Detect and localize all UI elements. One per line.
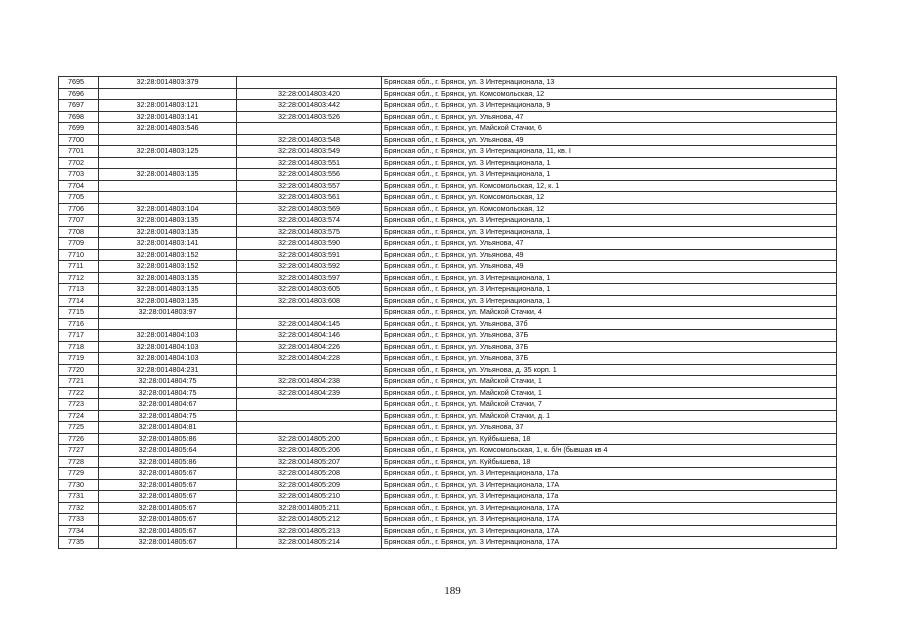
row-number-cell: 7699 [59, 123, 99, 135]
cadastral-number-cell: 32:28:0014804:145 [237, 318, 382, 330]
cadastral-number-cell [237, 364, 382, 376]
parent-cadastral-cell: 32:28:0014804:67 [99, 399, 237, 411]
cadastral-number-cell: 32:28:0014805:200 [237, 433, 382, 445]
table-row [59, 387, 837, 399]
cadastral-number-cell: 32:28:0014803:549 [237, 146, 382, 158]
address-cell: Брянская обл., г. Брянск, ул. Ульянова, 49 [382, 134, 837, 146]
address-cell: Брянская обл., г. Брянск, ул. 3 Интернационала, 1 [382, 295, 837, 307]
row-number-cell: 7697 [59, 100, 99, 112]
table-row [59, 399, 837, 411]
cadastral-number-cell: 32:28:0014803:551 [237, 157, 382, 169]
row-number-cell: 7720 [59, 364, 99, 376]
row-number-cell: 7728 [59, 456, 99, 468]
parent-cadastral-cell: 32:28:0014803:141 [99, 238, 237, 250]
row-number-cell: 7703 [59, 169, 99, 181]
parent-cadastral-cell: 32:28:0014804:103 [99, 341, 237, 353]
address-cell: Брянская обл., г. Брянск, ул. 3 Интернационала, 17А [382, 502, 837, 514]
table-row [59, 537, 837, 549]
table-row [59, 514, 837, 526]
parent-cadastral-cell: 32:28:0014804:103 [99, 330, 237, 342]
address-cell: Брянская обл., г. Брянск, ул. Майской Стачки, 7 [382, 399, 837, 411]
address-cell: Брянская обл., г. Брянск, ул. Майской Стачки, 1 [382, 387, 837, 399]
row-number-cell: 7695 [59, 77, 99, 89]
address-cell: Брянская обл., г. Брянск, ул. 3 Интернационала, 17А [382, 537, 837, 549]
table-row [59, 249, 837, 261]
parent-cadastral-cell: 32:28:0014804:75 [99, 376, 237, 388]
table-row [59, 157, 837, 169]
table-row [59, 203, 837, 215]
row-number-cell: 7707 [59, 215, 99, 227]
table-row [59, 192, 837, 204]
table-row [59, 226, 837, 238]
row-number-cell: 7729 [59, 468, 99, 480]
address-cell: Брянская обл., г. Брянск, ул. Ульянова, д. 35 корп. 1 [382, 364, 837, 376]
parent-cadastral-cell: 32:28:0014803:135 [99, 284, 237, 296]
parent-cadastral-cell [99, 88, 237, 100]
address-cell: Брянская обл., г. Брянск, ул. 3 Интернационала, 17а [382, 468, 837, 480]
table-row [59, 284, 837, 296]
address-cell: Брянская обл., г. Брянск, ул. 3 Интернационала, 17А [382, 479, 837, 491]
cadastral-number-cell: 32:28:0014803:597 [237, 272, 382, 284]
parent-cadastral-cell: 32:28:0014804:103 [99, 353, 237, 365]
cadastral-number-cell: 32:28:0014805:208 [237, 468, 382, 480]
cadastral-number-cell: 32:28:0014805:210 [237, 491, 382, 503]
address-cell: Брянская обл., г. Брянск, ул. Ульянова, 49 [382, 249, 837, 261]
address-cell: Брянская обл., г. Брянск, ул. Ульянова, 37Б [382, 353, 837, 365]
row-number-cell: 7698 [59, 111, 99, 123]
cadastral-number-cell: 32:28:0014804:239 [237, 387, 382, 399]
table-row [59, 491, 837, 503]
cadastral-number-cell: 32:28:0014803:591 [237, 249, 382, 261]
cadastral-number-cell: 32:28:0014803:592 [237, 261, 382, 273]
table-row [59, 272, 837, 284]
cadastral-number-cell: 32:28:0014803:442 [237, 100, 382, 112]
row-number-cell: 7710 [59, 249, 99, 261]
cadastral-number-cell: 32:28:0014803:548 [237, 134, 382, 146]
parent-cadastral-cell: 32:28:0014804:231 [99, 364, 237, 376]
cadastral-number-cell: 32:28:0014803:605 [237, 284, 382, 296]
parent-cadastral-cell: 32:28:0014803:104 [99, 203, 237, 215]
parent-cadastral-cell: 32:28:0014803:121 [99, 100, 237, 112]
row-number-cell: 7724 [59, 410, 99, 422]
row-number-cell: 7719 [59, 353, 99, 365]
table-row [59, 410, 837, 422]
parent-cadastral-cell: 32:28:0014805:67 [99, 525, 237, 537]
cadastral-number-cell: 32:28:0014803:557 [237, 180, 382, 192]
address-cell: Брянская обл., г. Брянск, ул. 3 Интернационала, 1 [382, 157, 837, 169]
address-cell: Брянская обл., г. Брянск, ул. Ульянова, 49 [382, 261, 837, 273]
parent-cadastral-cell: 32:28:0014803:135 [99, 226, 237, 238]
row-number-cell: 7721 [59, 376, 99, 388]
parent-cadastral-cell: 32:28:0014804:81 [99, 422, 237, 434]
parent-cadastral-cell [99, 157, 237, 169]
table-row [59, 180, 837, 192]
table-row [59, 318, 837, 330]
parent-cadastral-cell [99, 192, 237, 204]
row-number-cell: 7723 [59, 399, 99, 411]
address-cell: Брянская обл., г. Брянск, ул. 3 Интернационала, 1 [382, 215, 837, 227]
parent-cadastral-cell: 32:28:0014805:67 [99, 468, 237, 480]
table-row [59, 364, 837, 376]
row-number-cell: 7702 [59, 157, 99, 169]
cadastral-number-cell: 32:28:0014803:526 [237, 111, 382, 123]
address-cell: Брянская обл., г. Брянск, ул. Комсомольская, 12 [382, 88, 837, 100]
parent-cadastral-cell: 32:28:0014803:135 [99, 272, 237, 284]
cadastral-number-cell: 32:28:0014803:569 [237, 203, 382, 215]
address-cell: Брянская обл., г. Брянск, ул. 3 Интернационала, 17А [382, 525, 837, 537]
parent-cadastral-cell: 32:28:0014805:67 [99, 537, 237, 549]
address-cell: Брянская обл., г. Брянск, ул. Ульянова, 37Б [382, 341, 837, 353]
row-number-cell: 7700 [59, 134, 99, 146]
table-row [59, 261, 837, 273]
parent-cadastral-cell: 32:28:0014803:135 [99, 215, 237, 227]
table-row [59, 502, 837, 514]
parent-cadastral-cell: 32:28:0014803:152 [99, 261, 237, 273]
cadastral-number-cell: 32:28:0014804:226 [237, 341, 382, 353]
parent-cadastral-cell: 32:28:0014803:135 [99, 295, 237, 307]
address-cell: Брянская обл., г. Брянск, ул. 3 Интернационала, 1 [382, 284, 837, 296]
table-row [59, 468, 837, 480]
address-cell: Брянская обл., г. Брянск, ул. Ульянова, 47 [382, 238, 837, 250]
cadastral-number-cell: 32:28:0014805:206 [237, 445, 382, 457]
parent-cadastral-cell: 32:28:0014805:67 [99, 491, 237, 503]
table-row [59, 88, 837, 100]
cadastral-number-cell [237, 307, 382, 319]
cadastral-number-cell: 32:28:0014803:556 [237, 169, 382, 181]
cadastral-number-cell: 32:28:0014804:238 [237, 376, 382, 388]
address-cell: Брянская обл., г. Брянск, ул. 3 Интернационала, 1 [382, 226, 837, 238]
address-cell: Брянская обл., г. Брянск, ул. 3 Интернационала, 9 [382, 100, 837, 112]
parent-cadastral-cell [99, 318, 237, 330]
address-cell: Брянская обл., г. Брянск, ул. Ульянова, 37б [382, 318, 837, 330]
row-number-cell: 7705 [59, 192, 99, 204]
table-row [59, 445, 837, 457]
address-cell: Брянская обл., г. Брянск, ул. 3 Интернационала, 1 [382, 169, 837, 181]
table-row [59, 295, 837, 307]
row-number-cell: 7711 [59, 261, 99, 273]
row-number-cell: 7731 [59, 491, 99, 503]
address-cell: Брянская обл., г. Брянск, ул. 3 Интернационала, 17А [382, 514, 837, 526]
row-number-cell: 7726 [59, 433, 99, 445]
parent-cadastral-cell: 32:28:0014805:67 [99, 502, 237, 514]
cadastral-number-cell: 32:28:0014804:228 [237, 353, 382, 365]
cadastral-number-cell [237, 123, 382, 135]
cadastral-number-cell: 32:28:0014805:209 [237, 479, 382, 491]
cadastral-number-cell: 32:28:0014803:608 [237, 295, 382, 307]
row-number-cell: 7727 [59, 445, 99, 457]
row-number-cell: 7717 [59, 330, 99, 342]
cadastral-number-cell: 32:28:0014805:207 [237, 456, 382, 468]
parent-cadastral-cell: 32:28:0014803:125 [99, 146, 237, 158]
address-cell: Брянская обл., г. Брянск, ул. 3 Интернационала, 17а [382, 491, 837, 503]
address-cell: Брянская обл., г. Брянск, ул. Майской Стачки, 4 [382, 307, 837, 319]
table-row [59, 146, 837, 158]
parent-cadastral-cell [99, 134, 237, 146]
address-cell: Брянская обл., г. Брянск, ул. 3 Интернационала, 1 [382, 272, 837, 284]
row-number-cell: 7708 [59, 226, 99, 238]
row-number-cell: 7716 [59, 318, 99, 330]
address-cell: Брянская обл., г. Брянск, ул. 3 Интернационала, 13 [382, 77, 837, 89]
address-cell: Брянская обл., г. Брянск, ул. Куйбышева, 18 [382, 433, 837, 445]
table-body [59, 77, 837, 549]
cadastral-number-cell: 32:28:0014803:590 [237, 238, 382, 250]
table-row [59, 134, 837, 146]
address-cell: Брянская обл., г. Брянск, ул. Комсомольская, 12 [382, 192, 837, 204]
page-number: 189 [444, 585, 461, 597]
cadastral-number-cell: 32:28:0014805:212 [237, 514, 382, 526]
parent-cadastral-cell: 32:28:0014804:75 [99, 410, 237, 422]
table-row [59, 525, 837, 537]
table-row [59, 422, 837, 434]
row-number-cell: 7725 [59, 422, 99, 434]
table-row [59, 307, 837, 319]
cadastral-number-cell: 32:28:0014803:420 [237, 88, 382, 100]
table-row [59, 77, 837, 89]
table-row [59, 100, 837, 112]
table-row [59, 479, 837, 491]
address-cell: Брянская обл., г. Брянск, ул. 3 Интернационала, 11, кв. I [382, 146, 837, 158]
cadastral-number-cell: 32:28:0014805:213 [237, 525, 382, 537]
parent-cadastral-cell: 32:28:0014803:97 [99, 307, 237, 319]
parent-cadastral-cell: 32:28:0014805:67 [99, 479, 237, 491]
cadastral-number-cell: 32:28:0014803:561 [237, 192, 382, 204]
row-number-cell: 7715 [59, 307, 99, 319]
table-row [59, 353, 837, 365]
parent-cadastral-cell: 32:28:0014804:75 [99, 387, 237, 399]
address-cell: Брянская обл., г. Брянск, ул. Комсомольская, 1, к. б/н (бывшая кв 4 [382, 445, 837, 457]
address-cell: Брянская обл., г. Брянск, ул. Куйбышева, 18 [382, 456, 837, 468]
row-number-cell: 7735 [59, 537, 99, 549]
parent-cadastral-cell: 32:28:0014803:546 [99, 123, 237, 135]
address-cell: Брянская обл., г. Брянск, ул. Ульянова, 37 [382, 422, 837, 434]
cadastral-number-cell [237, 422, 382, 434]
row-number-cell: 7733 [59, 514, 99, 526]
parent-cadastral-cell: 32:28:0014803:379 [99, 77, 237, 89]
row-number-cell: 7732 [59, 502, 99, 514]
address-cell: Брянская обл., г. Брянск, ул. Майской Стачки, 6 [382, 123, 837, 135]
cadastral-number-cell: 32:28:0014803:574 [237, 215, 382, 227]
row-number-cell: 7714 [59, 295, 99, 307]
row-number-cell: 7709 [59, 238, 99, 250]
parent-cadastral-cell: 32:28:0014805:64 [99, 445, 237, 457]
address-cell: Брянская обл., г. Брянск, ул. Комсомольская, 12 [382, 203, 837, 215]
table-row [59, 456, 837, 468]
row-number-cell: 7704 [59, 180, 99, 192]
table-row [59, 330, 837, 342]
table-row [59, 433, 837, 445]
row-number-cell: 7712 [59, 272, 99, 284]
cadastral-number-cell: 32:28:0014804:146 [237, 330, 382, 342]
cadastral-number-cell: 32:28:0014805:211 [237, 502, 382, 514]
row-number-cell: 7696 [59, 88, 99, 100]
parent-cadastral-cell: 32:28:0014805:67 [99, 514, 237, 526]
parent-cadastral-cell: 32:28:0014805:86 [99, 456, 237, 468]
row-number-cell: 7734 [59, 525, 99, 537]
parent-cadastral-cell: 32:28:0014803:141 [99, 111, 237, 123]
table-row [59, 123, 837, 135]
row-number-cell: 7722 [59, 387, 99, 399]
parent-cadastral-cell: 32:28:0014805:86 [99, 433, 237, 445]
cadastral-number-cell [237, 410, 382, 422]
row-number-cell: 7706 [59, 203, 99, 215]
property-register-table [58, 76, 837, 549]
address-cell: Брянская обл., г. Брянск, ул. Майской Стачки, 1 [382, 376, 837, 388]
address-cell: Брянская обл., г. Брянск, ул. Ульянова, 47 [382, 111, 837, 123]
parent-cadastral-cell [99, 180, 237, 192]
cadastral-number-cell [237, 399, 382, 411]
table-row [59, 111, 837, 123]
address-cell: Брянская обл., г. Брянск, ул. Комсомольская, 12, к. 1 [382, 180, 837, 192]
row-number-cell: 7701 [59, 146, 99, 158]
address-cell: Брянская обл., г. Брянск, ул. Ульянова, 37Б [382, 330, 837, 342]
parent-cadastral-cell: 32:28:0014803:135 [99, 169, 237, 181]
cadastral-number-cell: 32:28:0014805:214 [237, 537, 382, 549]
cadastral-number-cell: 32:28:0014803:575 [237, 226, 382, 238]
row-number-cell: 7730 [59, 479, 99, 491]
table-row [59, 169, 837, 181]
address-cell: Брянская обл., г. Брянск, ул. Майской Стачки, д. 1 [382, 410, 837, 422]
parent-cadastral-cell: 32:28:0014803:152 [99, 249, 237, 261]
table-row [59, 376, 837, 388]
row-number-cell: 7713 [59, 284, 99, 296]
table-row [59, 215, 837, 227]
cadastral-number-cell [237, 77, 382, 89]
row-number-cell: 7718 [59, 341, 99, 353]
table-row [59, 238, 837, 250]
table-row [59, 341, 837, 353]
